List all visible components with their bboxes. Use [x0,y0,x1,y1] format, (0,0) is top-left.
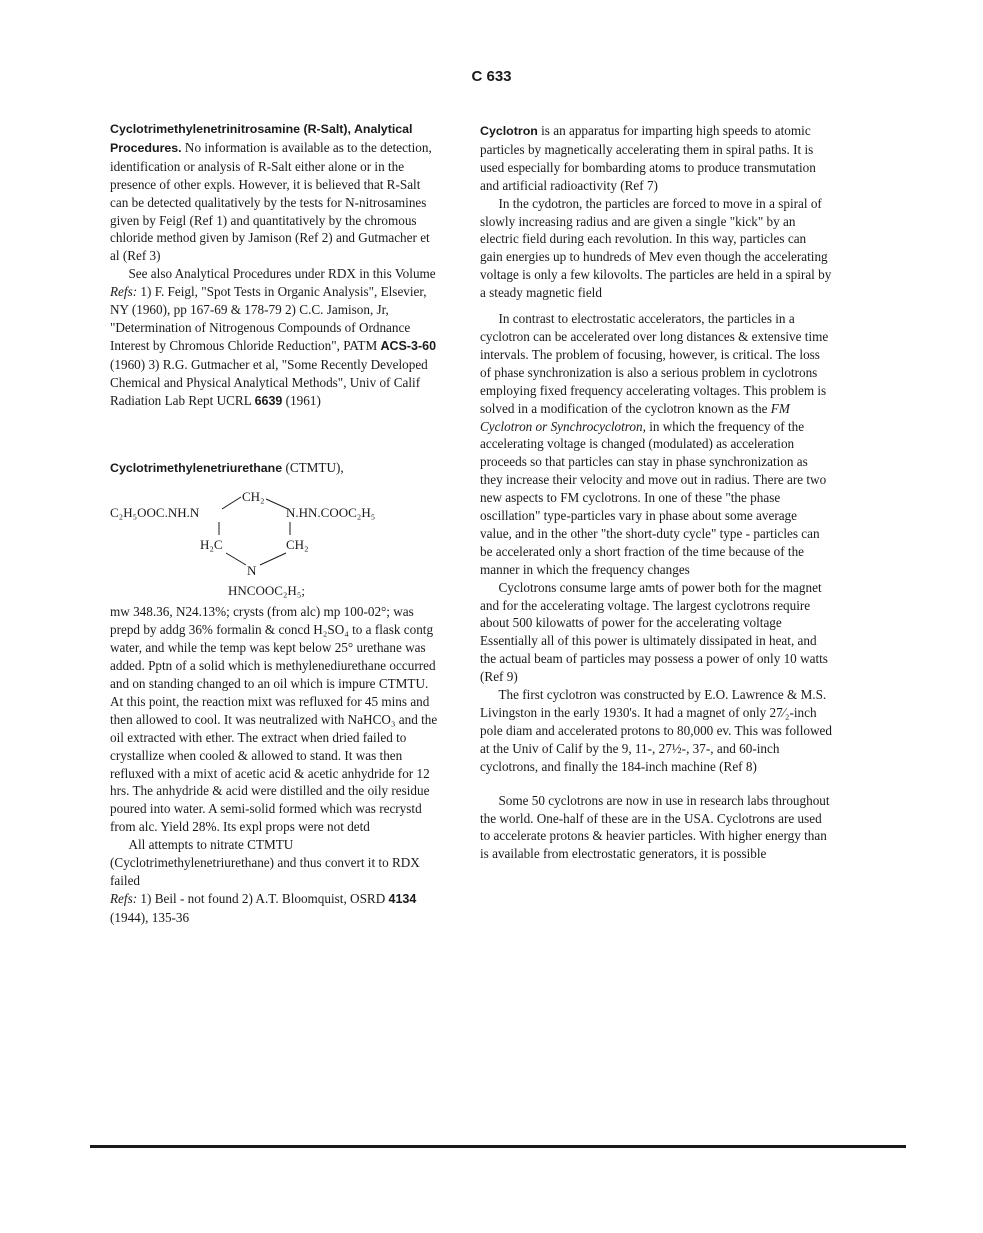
cyclotron-paragraph-2: In the cydotron, the particles are forced to move in a spiral of slowly increasing radius and are given a single "kick" by an electric field during each revolution. In this way, particles can gain energies up to hundreds of Mev even though the accelerating voltage is only a few kilovolts. The particles are held in a spiral by a steady magnetic field [480,195,832,301]
r-salt-paragraph [110,120,440,265]
formula-right-group: N.HN.COOC₂H₅ [286,505,376,521]
r-salt-body: No information is available as to the detection, identification or analysis of R-Salt either alone or in the presence of other expls. However, it is believed that R-Salt can be detected qualitatively by the tests for N-nitrosamines given by Feigl (Ref 1) and quantitatively by the chromous chloride method given by Jamison (Ref 2) and Gutmacher et al (Ref 3) [110,139,432,264]
formula-h2c: H₂C [200,537,223,553]
cyclotron-definition: is an apparatus for imparting high speeds to atomic particles by magnetically accelerating them in spiral paths. It is used especially for bombarding atoms to produce transmutation and artificial radioactivity (Ref 7) [480,123,816,193]
r-salt-references [110,283,440,410]
r-salt-refs-ucrl-number: 6639 [254,393,283,408]
cyclotron-heading: Cyclotron [480,124,538,138]
formula-left-group: C₂H₅OOC.NH.N [110,505,200,521]
page-number: C 633 [471,68,512,85]
cyclotron-p3-text-b: in which the frequency of the accelerating voltage is changed (modulated) as acceleration proceeds so that particles can stay in phase synchronization as they increase their velocity and move out in radius. There are two new aspects to FM cyclotrons. In one of these "the phase oscillation" type-particles vary in phase about some average value, and in the other "the short-duty cycle" type - particles can be accelerated only a short fraction of the time because of the manner in which the frequency changes [480,418,827,577]
cyclotron-paragraph-3 [480,310,832,579]
bond-n-ch2 [222,497,241,509]
cyclotron-paragraph-5: The first cyclotron was constructed by E.O. Lawrence & M.S. Livingston in the early 1930's. It had a magnet of only 27⁄₂-inch pole diam and accelerated protons to 80,000 ev. This was followed at the Univ of Calif by the 9, 11-, 27½-, 37-, and 60-inch cyclotrons, and finally the 184-inch machine (Ref 8) [480,687,832,774]
ctmtu-heading-line [110,459,440,478]
formula-bottom-group: HNCOOC₂H₅; [228,583,305,599]
r-salt-refs-label: Refs: [110,284,138,300]
bond-ch2-n [266,499,288,509]
bond-ch2-n-bottom [260,553,286,565]
r-salt-refs-text-2: (1960) 3) R.G. Gutmacher et al, "Some Recently Developed Chemical and Physical Analytical Methods", Univ of Calif Radiation Lab Rept UCRL [110,356,428,408]
cyclotron-intro [480,122,832,195]
r-salt-refs-text-3: (1961) [285,392,321,408]
bond-h2c-n [226,553,246,565]
formula-n-bottom: N [247,563,257,579]
formula-ch2-right: CH₂ [286,537,309,553]
ctmtu-body: mw 348.36, N24.13%; crysts (from alc) mp 100-02°; was prepd by addg 36% formalin & concd H₂SO₄ to a flask contg water, and while the temp was kept below 25° urethane was added. Pptn of a solid which is methylenediurethane occurred and on standing changed to an oil which is impure CTMTU. At this point, the reaction mixt was refluxed for 45 mins and then allowed to cool. It was neutralized with NaHCO₃ and the oil extracted with ether. The extract when dried failed to crystallize when cooled & allowed to stand. It was then refluxed with a mixt of acetic acid & acetic anhydride for 12 hrs. The anhydride & acid were distilled and the oily residue poured into water. A semi-solid formed which was recrystd from alc. Yield 28%. Its expl props were not detd [110,604,438,835]
left-column [110,120,440,927]
r-salt-refs-text-1: 1) F. Feigl, "Spot Tests in Organic Analysis", Elsevier, NY (1960), pp 167-69 & 178-79 2) C.C. Jamison, Jr, "Determination of Nitrogenous Compounds of Ordnance Interest by Chromous Chloride Reduction", PATM [110,284,427,353]
ctmtu-heading: Cyclotrimethylenetriurethane [110,460,283,475]
ctmtu-structural-formula [110,483,440,601]
ctmtu-refs-text-2: (1944), 135-36 [110,909,190,925]
formula-ch2-top: CH₂ [242,489,265,505]
cyclotron-paragraph-6: Some 50 cyclotrons are now in use in research labs throughout the world. One-half of these are in the USA. Cyclotrons are used to accelerate protons & heavier particles. With higher energy than is available from electrostatic generators, it is possible [480,792,830,862]
right-column [480,122,832,863]
r-salt-heading: Cyclotrimethylenetrinitrosamine (R-Salt), Analytical Procedures. [110,122,413,155]
ctmtu-abbreviation: (CTMTU), [285,459,344,475]
r-salt-see-also: See also Analytical Procedures under RDX in this Volume [128,266,436,282]
cyclotron-p3-fm-term: FM Cyclotron or Synchrocyclotron, [480,400,790,434]
ctmtu-refs-osrd-number: 4134 [388,891,417,906]
cyclotron-paragraph-4: Cyclotrons consume large amts of power both for the magnet and for the accelerating voltage. The largest cyclotrons require about 500 kilowatts of power for the accelerating voltage Essentially all of this power is ultimately dissipated in heat, and the actual beam of particles may possess a power of only 10 watts (Ref 9) [480,579,828,685]
ctmtu-refs-text-1: 1) Beil - not found 2) A.T. Bloomquist, OSRD [140,890,386,906]
page-bottom-rule [90,1145,906,1148]
ctmtu-references [110,890,440,927]
r-salt-refs-report-id: ACS-3-60 [380,338,437,353]
cyclotron-p3-text-a: In contrast to electrostatic accelerators, the particles in a cyclotron can be accelerated over long distances & extensive time intervals. The problem of focusing, however, is critical. The loss of phase synchronization is also a serious problem in cyclotrons employing fixed frequency accelerating voltages. This problem is solved in a modification of the cyclotron known as the [480,311,829,416]
ctmtu-nitration-note: All attempts to nitrate CTMTU (Cyclotrimethylenetriurethane) and thus convert it to RDX failed [110,837,420,888]
ctmtu-refs-label: Refs: [110,890,138,906]
